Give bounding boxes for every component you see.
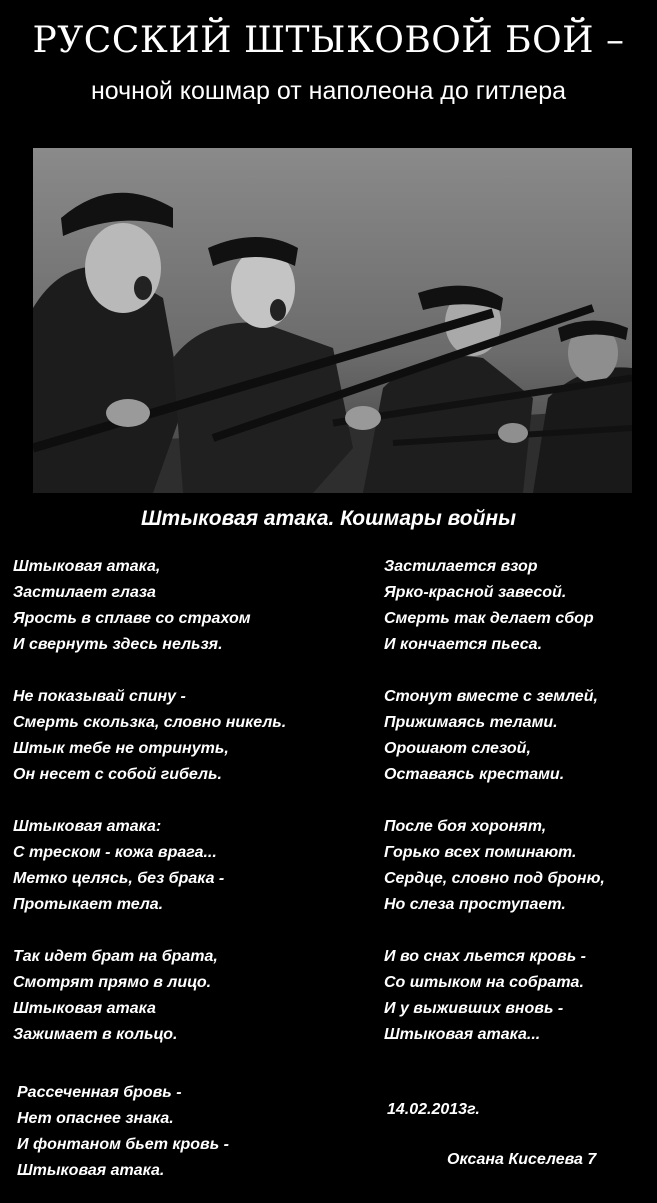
poem-line: Метко целясь, без брака - [13,870,225,887]
poem-line: Стонут вместе с землей, [384,688,598,705]
poem-line: Со штыком на собрата. [384,974,584,991]
poem-line: Ярость в сплаве со страхом [13,610,251,627]
poem-stanza-right-1 [384,554,594,658]
poem-line: Протыкает тела. [13,896,164,913]
poem-line: Он несет с собой гибель. [13,766,222,783]
poem-line: С треском - кожа врага... [13,844,217,861]
poem-line: Штыковая атака... [384,1026,541,1043]
poem-stanza-final [17,1080,229,1184]
poem-line: Штыковая атака. [17,1162,165,1179]
poem-stanza-right-4 [384,944,586,1048]
poem-stanza-left-1 [13,554,251,658]
photo-caption: Штыковая атака. Кошмары войны [140,507,517,530]
poem-line: Не показывай спину - [13,688,186,705]
poem-line: И свернуть здесь нельзя. [13,636,223,653]
poem-stanza-right-2 [384,684,598,788]
page-title: РУССКИЙ ШТЫКОВОЙ БОЙ – [32,20,625,61]
poem-line: Рассеченная бровь - [17,1084,182,1101]
poem-line: Застилает глаза [13,584,156,601]
poem-line: И фонтаном бьет кровь - [17,1136,229,1153]
poem-line: Застилается взор [384,558,538,575]
poem-line: Штыковая атака: [13,818,162,835]
poem-stanza-left-3 [13,814,224,918]
poem-line: Оставаясь крестами. [384,766,565,783]
poem-stanza-left-2 [13,684,286,788]
poem-line: После боя хоронят, [384,818,547,835]
poem-line: Нет опаснее знака. [17,1110,174,1127]
poem-line: Смерть так делает сбор [384,610,594,627]
poem-line: Но слеза проступает. [384,896,566,913]
poem-line: Штыковая атака, [13,558,161,575]
poem-stanza-left-4 [13,944,218,1048]
soldiers-bayonet-charge-photo [33,148,632,493]
poem-author: Оксана Киселева 7 [447,1151,597,1168]
page-subtitle: ночной кошмар от наполеона до гитлера [90,77,567,105]
poem-line: И кончается пьеса. [384,636,543,653]
poem-line: Так идет брат на брата, [13,948,218,965]
poem-line: И во снах льется кровь - [384,948,586,965]
poem-line: Горько всех поминают. [384,844,577,861]
poem-line: И у выживших вновь - [384,1000,564,1017]
poem-line: Зажимает в кольцо. [13,1026,178,1043]
poem-line: Ярко-красной завесой. [384,584,567,601]
poem-line: Сердце, словно под броню, [384,870,605,887]
poem-line: Смотрят прямо в лицо. [13,974,212,991]
poem-date: 14.02.2013г. [387,1101,480,1118]
poem-line: Штык тебе не отринуть, [13,740,229,757]
poem-stanza-right-3 [384,814,605,918]
poem-line: Штыковая атака [13,1000,156,1017]
poem-line: Прижимаясь телами. [384,714,558,731]
poem-line: Орошают слезой, [384,740,531,757]
poem-line: Смерть скользка, словно никель. [13,714,287,731]
